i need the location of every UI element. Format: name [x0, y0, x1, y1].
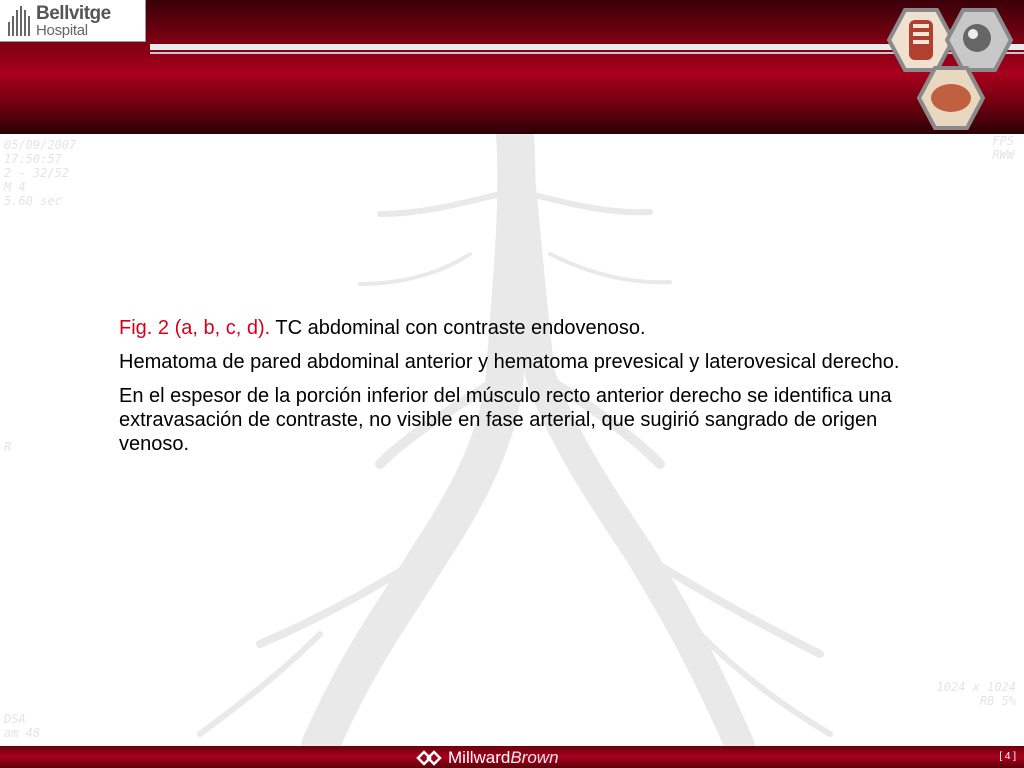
- logo-line1: Bellvitge: [36, 2, 111, 24]
- logo-line2: Hospital: [36, 21, 88, 39]
- page-number: [ 4 ]: [999, 751, 1016, 762]
- scan-info-bottom-right: [937, 680, 1016, 708]
- scan-info-top-left: [4, 138, 76, 208]
- scan-time: 17:50:57: [4, 152, 62, 166]
- figure-caption: [119, 316, 939, 340]
- paragraph-extravasation: En el espesor de la porción inferior del músculo recto anterior derecho se identifica una extravasación de contraste, no visible en fase arterial, que sugirió sangrado de origen venoso.: [119, 385, 892, 455]
- millwardbrown-symbol-icon: [416, 749, 442, 767]
- millwardbrown-logo: [416, 747, 559, 768]
- paragraph-hematoma: Hematoma de pared abdominal anterior y hematoma prevesical y laterovesical derecho.: [119, 351, 900, 373]
- scan-side-marker: [4, 440, 11, 454]
- scan-info-top-right: [992, 134, 1014, 162]
- figure-caption-text: TC abdominal con contraste endovenoso.: [270, 317, 646, 339]
- slide-content: [119, 316, 939, 466]
- scan-side-label: R: [4, 440, 12, 454]
- scan-rb: RB 5%: [979, 694, 1016, 708]
- hexagon-images-icon: [885, 2, 1024, 132]
- scan-series: 2 - 32/52: [4, 166, 70, 180]
- figure-reference: Fig. 2 (a, b, c, d).: [119, 317, 271, 339]
- scan-info-bottom-left: [4, 712, 40, 740]
- scan-dsa: DSA: [4, 712, 26, 726]
- scan-fps: FPS: [992, 134, 1014, 148]
- scan-resolution: 1024 x 1024: [936, 680, 1016, 694]
- scan-mode: M 4: [4, 180, 26, 194]
- scan-am: am 48: [4, 726, 41, 740]
- bellvitge-logo: [0, 0, 146, 42]
- scan-duration: 5.60 sec: [4, 194, 62, 208]
- anatomy-hexagons: [885, 2, 1024, 132]
- brand-part2: Brown: [510, 747, 559, 767]
- scan-date: 05/09/2007: [4, 138, 77, 152]
- header-band: [0, 0, 1024, 134]
- brand-part1: Millward: [448, 747, 511, 767]
- logo-bars-icon: [8, 6, 30, 36]
- scan-rww: RWW: [992, 148, 1014, 162]
